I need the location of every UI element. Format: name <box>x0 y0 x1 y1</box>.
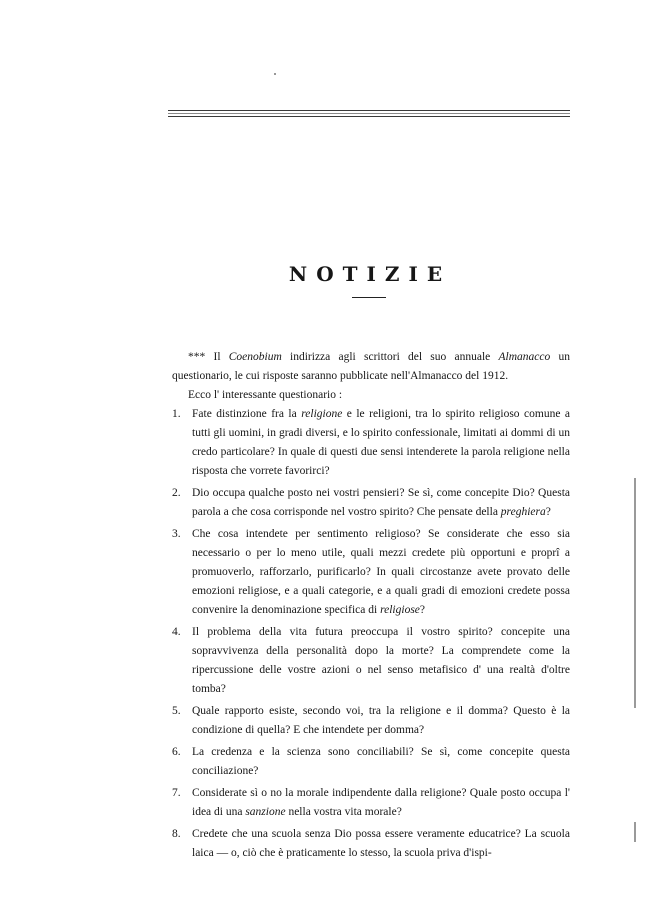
question-item: 1. Fate distinzione fra la religione e le religioni, tra lo spirito religioso comune a tutti gli uomini, in gradi diversi, e lo spirito confessionale, limitati ai dommi di un credo particolare? In quale di questi due sensi intenderete la parola religione nella risposta che vorrete favorirci? <box>172 405 570 481</box>
question-item: 8. Credete che una scuola senza Dio possa essere veramente educatrice? La scuola laica — o, ciò che è praticamente lo stesso, la scuola priva d'ispi- <box>172 825 570 863</box>
intro-stars: *** <box>188 351 206 363</box>
lead-sentence: Ecco l' interessante questionario : <box>188 389 343 401</box>
article-body <box>172 348 570 866</box>
question-number: 3. <box>172 528 181 540</box>
page-edge-mark <box>634 478 636 708</box>
intro-paragraph: *** Il Coenobium indirizza agli scrittori del suo annuale Almanacco un questionario, le cui risposte saranno pubblicate nell'Almanacco del 1912. <box>172 351 570 382</box>
question-item: 5. Quale rapporto esiste, secondo voi, tra la religione e il domma? Questo è la condizione di quella? E che intendete per domma? <box>172 702 570 740</box>
title-underline <box>352 297 386 298</box>
question-item: 2. Dio occupa qualche posto nei vostri pensieri? Se sì, come concepite Dio? Questa parola a che cosa corrisponde nel vostro spirito? Che pensate della preghiera? <box>172 484 570 522</box>
header-rule <box>168 110 570 119</box>
almanacco-title: Almanacco <box>498 351 551 363</box>
question-item: 6. La credenza e la scienza sono conciliabili? Se sì, come concepite questa conciliazione? <box>172 743 570 781</box>
page-title: NOTIZIE <box>288 262 452 286</box>
coenobium-title: Coenobium <box>228 351 282 363</box>
question-item: 4. Il problema della vita futura preoccupa il vostro spirito? concepite una sopravvivenza della personalità dopo la morte? La comprendete come la ripercussione delle vostre azioni o nel senso metafisico d' una realtà d'oltre tomba? <box>172 623 570 699</box>
ink-speck <box>274 73 276 75</box>
question-number: 5. <box>172 705 181 717</box>
questionnaire-list <box>172 405 570 863</box>
question-number: 2. <box>172 487 181 499</box>
question-item: 3. Che cosa intendete per sentimento religioso? Se considerate che esso sia necessario o per lo meno utile, quali mezzi credete più opportuni e proprî a promuoverlo, rafforzarlo, purificarlo? In quali circostanze avete provato delle emozioni religiose, e a quali categorie, e a quali gradi di emozioni credete possa convenire la denominazione specifica di religiose? <box>172 525 570 620</box>
question-number: 7. <box>172 787 181 799</box>
question-number: 8. <box>172 828 181 840</box>
question-item: 7. Considerate sì o no la morale indipendente dalla religione? Quale posto occupa l' idea di una sanzione nella vostra vita morale? <box>172 784 570 822</box>
question-number: 1. <box>172 408 181 420</box>
question-number: 4. <box>172 626 181 638</box>
page-edge-mark <box>634 822 636 842</box>
question-number: 6. <box>172 746 181 758</box>
